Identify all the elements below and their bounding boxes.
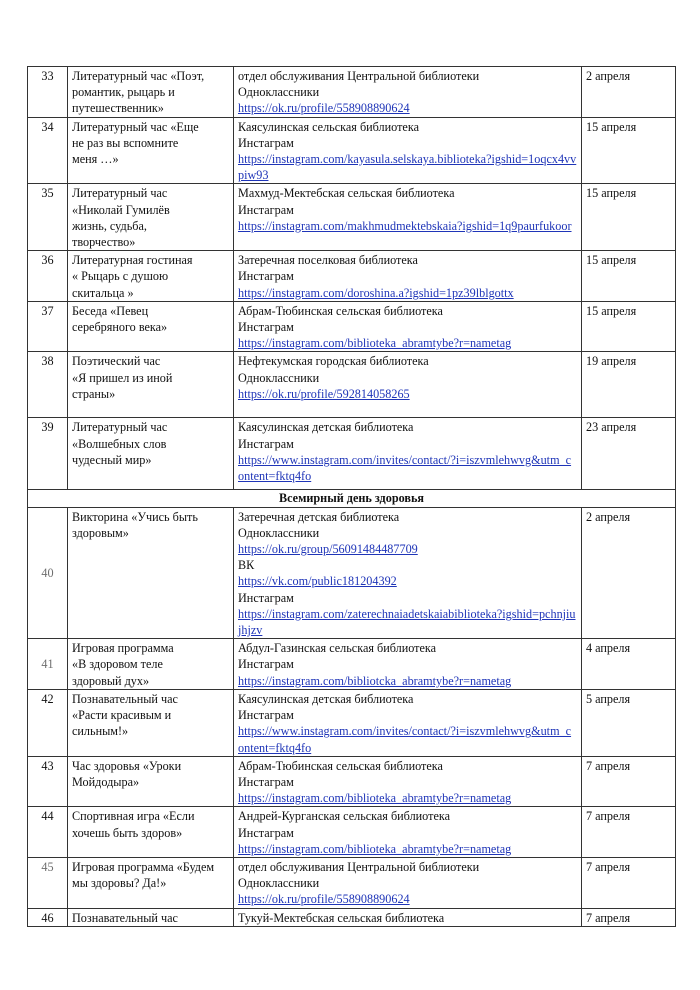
- platform-name: Одноклассники: [238, 876, 320, 891]
- profile-link[interactable]: https://instagram.com/doroshina.a?igshid=1pz39lblgottx: [238, 285, 514, 300]
- library-name: Каясулинская сельская библиотека: [238, 119, 419, 134]
- event-title-line: меня …»: [72, 152, 119, 167]
- section-body: [28, 490, 676, 507]
- event-title-line: «Расти красивым и: [72, 708, 172, 723]
- table-row: [28, 639, 676, 690]
- library-cell: [234, 117, 582, 184]
- event-title-line: Литературный час: [72, 186, 168, 201]
- profile-link[interactable]: https://ok.ru/profile/558908890624: [238, 101, 410, 116]
- event-title-line: скитальца »: [72, 285, 134, 300]
- event-title-line: Игровая программа: [72, 641, 174, 656]
- platform-name: Инстаграм: [238, 135, 294, 150]
- event-date: 4 апреля: [582, 639, 676, 690]
- event-title-line: Литературный час: [72, 420, 168, 435]
- platform-name: Инстаграм: [238, 269, 294, 284]
- library-name: Каясулинская детская библиотека: [238, 691, 414, 706]
- row-number: 43: [28, 756, 68, 807]
- library-cell: [234, 352, 582, 418]
- profile-link[interactable]: https://ok.ru/group/56091484487709: [238, 542, 418, 557]
- library-cell: [234, 301, 582, 352]
- event-title-line: «Я пришел из иной: [72, 370, 173, 385]
- row-number: 34: [28, 117, 68, 184]
- row-number: 42: [28, 689, 68, 756]
- library-cell: [234, 418, 582, 490]
- event-title-line: путешественник»: [72, 101, 164, 116]
- library-name: Абрам-Тюбинская сельская библиотека: [238, 758, 443, 773]
- event-title: [68, 301, 234, 352]
- row-number: 36: [28, 251, 68, 302]
- table-row: [28, 301, 676, 352]
- profile-link[interactable]: https://instagram.com/makhmudmektebskaia?igshid=1q9paurfukoor: [238, 218, 572, 233]
- profile-link[interactable]: https://vk.com/public181204392: [238, 574, 397, 589]
- row-number: 39: [28, 418, 68, 490]
- event-title-line: серебряного века»: [72, 320, 168, 335]
- table-row: [28, 756, 676, 807]
- table-row: [28, 352, 676, 418]
- platform-name: Инстаграм: [238, 590, 294, 605]
- events-body-2: [28, 507, 676, 926]
- event-title: [68, 756, 234, 807]
- event-title-line: Мойдодыра»: [72, 774, 140, 789]
- profile-link[interactable]: https://instagram.com/biblioteka_abramtybe?r=nametag: [238, 841, 512, 856]
- library-cell: [234, 251, 582, 302]
- event-date: 15 апреля: [582, 184, 676, 251]
- library-name: Затеречная детская библиотека: [238, 509, 400, 524]
- library-cell: [234, 639, 582, 690]
- platform-name: ВК: [238, 558, 255, 573]
- event-title-line: Викторина «Учись быть: [72, 509, 198, 524]
- event-title-line: Час здоровья «Уроки: [72, 758, 182, 773]
- event-title-line: творчество»: [72, 235, 136, 250]
- event-title-line: Игровая программа «Будем: [72, 859, 215, 874]
- row-number: 35: [28, 184, 68, 251]
- event-title: [68, 639, 234, 690]
- profile-link[interactable]: https://ok.ru/profile/558908890624: [238, 892, 410, 907]
- row-number: 45: [28, 857, 68, 908]
- event-title-line: страны»: [72, 386, 116, 401]
- event-title: [68, 352, 234, 418]
- event-title-line: Познавательный час: [72, 691, 178, 706]
- profile-link[interactable]: https://instagram.com/kayasula.selskaya.biblioteka?igshid=1oqcx4vvpiw93: [238, 152, 577, 183]
- event-title-line: не раз вы вспомните: [72, 135, 179, 150]
- library-cell: [234, 807, 582, 858]
- event-title-line: «В здоровом теле: [72, 657, 163, 672]
- event-title-line: чудесный мир»: [72, 452, 152, 467]
- event-title-line: Литературный час «Поэт,: [72, 69, 205, 83]
- event-title: [68, 117, 234, 184]
- event-title: [68, 67, 234, 118]
- table-row: [28, 908, 676, 926]
- library-cell: [234, 507, 582, 639]
- platform-name: Инстаграм: [238, 436, 294, 451]
- event-title: [68, 184, 234, 251]
- row-number: 44: [28, 807, 68, 858]
- platform-name: Инстаграм: [238, 825, 294, 840]
- library-cell: [234, 857, 582, 908]
- platform-name: Инстаграм: [238, 774, 294, 789]
- event-title-line: Спортивная игра «Если: [72, 809, 195, 824]
- library-name: Затеречная поселковая библиотека: [238, 253, 418, 268]
- event-title-line: хочешь быть здоров»: [72, 825, 183, 840]
- event-date: 7 апреля: [582, 908, 676, 926]
- platform-name: Инстаграм: [238, 657, 294, 672]
- event-title-line: романтик, рыцарь и: [72, 85, 175, 100]
- event-title: [68, 908, 234, 926]
- library-name: Махмуд-Мектебская сельская библиотека: [238, 186, 455, 201]
- section-title: Всемирный день здоровья: [28, 490, 676, 507]
- event-title-line: Беседа «Певец: [72, 303, 149, 318]
- profile-link[interactable]: https://ok.ru/profile/592814058265: [238, 386, 410, 401]
- platform-name: Инстаграм: [238, 708, 294, 723]
- row-number: 41: [28, 639, 68, 690]
- table-row: [28, 689, 676, 756]
- profile-link[interactable]: https://instagram.com/bibliotcka_abramtybe?r=nametag: [238, 673, 512, 688]
- profile-link[interactable]: https://www.instagram.com/invites/contact/?i=iszvmlehwvg&utm_content=fktq4fo: [238, 452, 572, 484]
- row-number: 46: [28, 908, 68, 926]
- event-title-line: « Рыцарь с душою: [72, 269, 169, 284]
- library-cell: [234, 756, 582, 807]
- event-title: [68, 251, 234, 302]
- profile-link[interactable]: https://www.instagram.com/invites/contact/?i=iszvmlehwvg&utm_content=fktq4fo: [238, 724, 572, 755]
- profile-link[interactable]: https://instagram.com/biblioteka_abramtybe?r=nametag: [238, 791, 512, 806]
- event-title: [68, 807, 234, 858]
- event-date: 5 апреля: [582, 689, 676, 756]
- library-name: Нефтекумская городская библиотека: [238, 354, 429, 369]
- event-title: [68, 418, 234, 490]
- library-cell: [234, 689, 582, 756]
- event-date: 2 апреля: [582, 67, 676, 118]
- event-date: 15 апреля: [582, 301, 676, 352]
- event-title-line: мы здоровы? Да!»: [72, 876, 167, 891]
- row-number: 40: [28, 507, 68, 639]
- events-body-1: [28, 67, 676, 490]
- profile-link[interactable]: https://instagram.com/zaterechnaiadetskaiabiblioteka?igshid=pchnjiujhjzv: [238, 606, 576, 638]
- event-date: 7 апреля: [582, 857, 676, 908]
- library-name: Каясулинская детская библиотека: [238, 420, 414, 435]
- row-number: 37: [28, 301, 68, 352]
- platform-name: Инстаграм: [238, 320, 294, 335]
- event-title: [68, 507, 234, 639]
- event-title-line: «Николай Гумилёв: [72, 202, 170, 217]
- event-title-line: Познавательный час: [72, 910, 178, 925]
- library-name: Тукуй-Мектебская сельская библиотека: [238, 910, 445, 925]
- event-title-line: Литературная гостиная: [72, 253, 193, 268]
- profile-link[interactable]: https://instagram.com/biblioteka_abramtybe?r=nametag: [238, 336, 512, 351]
- event-date: 19 апреля: [582, 352, 676, 418]
- event-date: 15 апреля: [582, 251, 676, 302]
- event-title-line: Поэтический час: [72, 354, 161, 369]
- event-title-line: «Волшебных слов: [72, 436, 167, 451]
- table-row: [28, 184, 676, 251]
- library-cell: [234, 908, 582, 926]
- platform-name: Одноклассники: [238, 85, 320, 100]
- table-row: [28, 857, 676, 908]
- platform-name: Инстаграм: [238, 202, 294, 217]
- row-number: 33: [28, 67, 68, 118]
- library-name: Андрей-Курганская сельская библиотека: [238, 809, 450, 824]
- row-number: 38: [28, 352, 68, 418]
- library-name: Абрам-Тюбинская сельская библиотека: [238, 303, 443, 318]
- events-table: [27, 66, 676, 927]
- platform-name: Одноклассники: [238, 370, 320, 385]
- event-date: 7 апреля: [582, 807, 676, 858]
- event-title-line: здоровый дух»: [72, 673, 150, 688]
- event-title-line: Литературный час «Еще: [72, 119, 199, 134]
- table-row: [28, 507, 676, 639]
- table-row: [28, 418, 676, 490]
- platform-name: Одноклассники: [238, 525, 320, 540]
- event-date: 23 апреля: [582, 418, 676, 490]
- section-row: [28, 490, 676, 507]
- event-title: [68, 689, 234, 756]
- library-name: отдел обслуживания Центральной библиотеки: [238, 69, 480, 83]
- event-date: 2 апреля: [582, 507, 676, 639]
- library-cell: [234, 184, 582, 251]
- library-name: отдел обслуживания Центральной библиотеки: [238, 859, 480, 874]
- table-row: [28, 67, 676, 118]
- event-title-line: здоровым»: [72, 525, 129, 540]
- event-title-line: сильным!»: [72, 724, 129, 739]
- table-row: [28, 117, 676, 184]
- table-row: [28, 807, 676, 858]
- library-name: Абдул-Газинская сельская библиотека: [238, 641, 437, 656]
- event-title-line: жизнь, судьба,: [72, 218, 147, 233]
- library-cell: [234, 67, 582, 118]
- event-date: 15 апреля: [582, 117, 676, 184]
- event-title: [68, 857, 234, 908]
- table-row: [28, 251, 676, 302]
- event-date: 7 апреля: [582, 756, 676, 807]
